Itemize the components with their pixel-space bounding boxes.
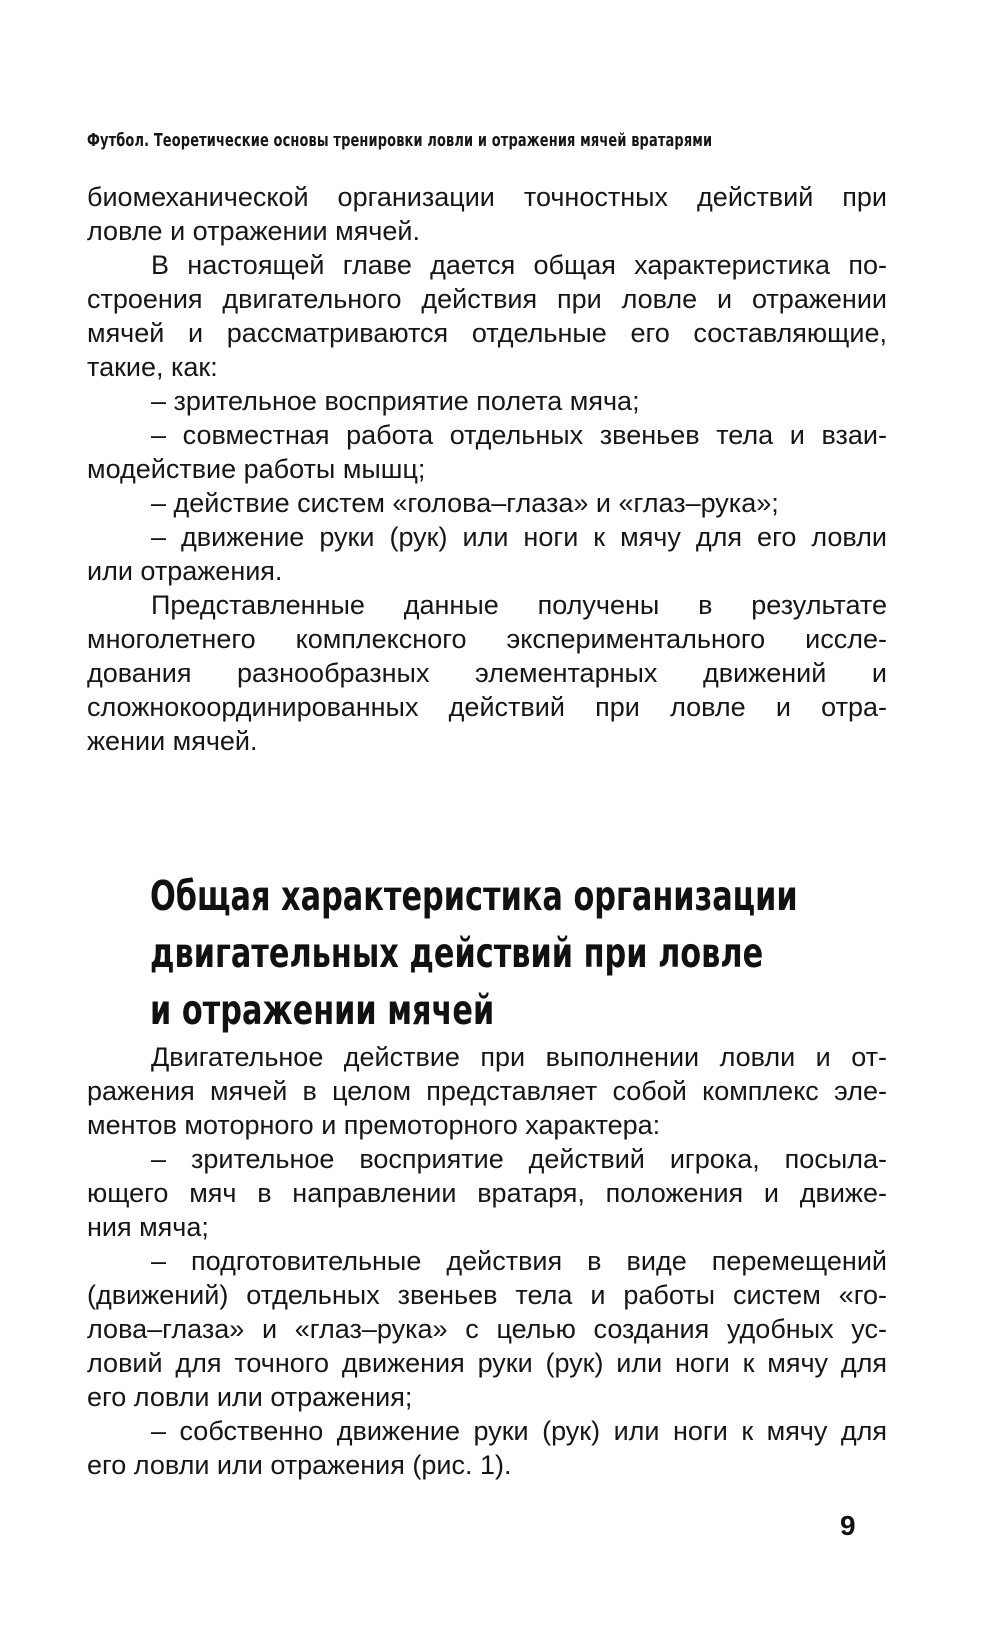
list-item: – собственно движение руки (рук) или ноги к мячу для: [151, 1416, 887, 1446]
text-line: дования разнообразных элементарных движений и: [87, 658, 887, 688]
list-item: – зрительное восприятие действий игрока, посыла-: [151, 1144, 887, 1174]
list-item: – действие систем «голова–глаза» и «глаз–рука»;: [151, 488, 779, 518]
running-header: Футбол. Теоретические основы тренировки ловли и отражения мячей вратарями: [87, 131, 713, 151]
text-line: модействие работы мышц;: [87, 454, 426, 484]
text-line: ражения мячей в целом представляет собой комплекс эле-: [87, 1076, 887, 1106]
text-line: лова–глаза» и «глаз–рука» с целью создания удобных ус-: [87, 1314, 887, 1344]
heading-line: двигательных действий при ловле: [150, 929, 764, 977]
heading-line: и отражении мячей: [150, 986, 495, 1034]
text-line: В настоящей главе дается общая характеристика по-: [151, 250, 887, 280]
list-item: – движение руки (рук) или ноги к мячу для его ловли: [151, 522, 887, 552]
text-line: Двигательное действие при выполнении ловли и от-: [151, 1042, 887, 1072]
text-line: мячей и рассматриваются отдельные его составляющие,: [87, 318, 887, 348]
text-line: его ловли или отражения;: [87, 1382, 413, 1412]
text-line: (движений) отдельных звеньев тела и работы систем «го-: [87, 1280, 887, 1310]
text-line: ния мяча;: [87, 1212, 209, 1242]
text-line: жении мячей.: [87, 726, 258, 756]
text-line: сложнокоординированных действий при ловле и отра-: [87, 692, 887, 722]
text-line: многолетнего комплексного экспериментального иссле-: [87, 624, 887, 654]
text-line: ловле и отражении мячей.: [87, 216, 420, 246]
text-line: ментов моторного и премоторного характера:: [87, 1110, 661, 1140]
heading-line: Общая характеристика организации: [150, 872, 798, 920]
page-number: 9: [840, 1510, 856, 1541]
text-line: Представленные данные получены в результате: [151, 590, 887, 620]
list-item: – подготовительные действия в виде перемещений: [151, 1246, 887, 1276]
text-line: ющего мяч в направлении вратаря, положения и движе-: [87, 1178, 887, 1208]
list-item: – зрительное восприятие полета мяча;: [151, 386, 640, 416]
text-line: или отражения.: [87, 556, 283, 586]
text-line: такие, как:: [87, 352, 218, 382]
text-line: биомеханической организации точностных действий при: [87, 182, 887, 212]
text-line: его ловли или отражения (рис. 1).: [87, 1450, 512, 1480]
text-line: ловий для точного движения руки (рук) или ноги к мячу для: [87, 1348, 887, 1378]
text-line: строения двигательного действия при ловле и отражении: [87, 284, 887, 314]
section-heading: [150, 868, 798, 1039]
list-item: – совместная работа отдельных звеньев тела и взаи-: [151, 420, 887, 450]
